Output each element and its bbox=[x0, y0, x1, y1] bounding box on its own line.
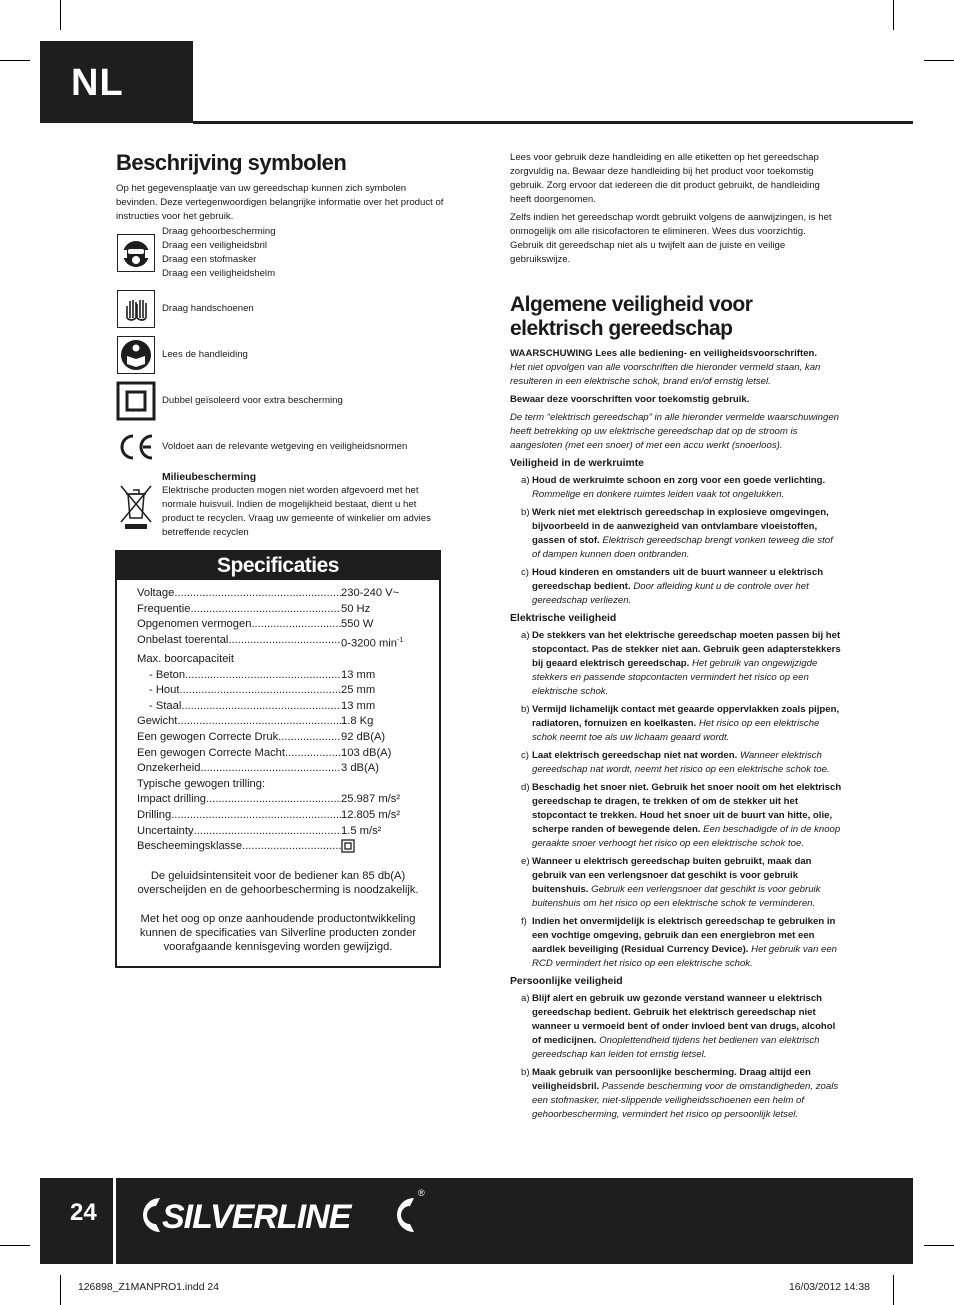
spec-value bbox=[341, 617, 417, 633]
spec-value-text: 103 dB(A) bbox=[341, 746, 392, 759]
symbol-text: Lees de handleiding bbox=[162, 348, 248, 360]
crop-mark bbox=[0, 1245, 30, 1246]
double-insulated-icon bbox=[116, 381, 156, 421]
env-text: Elektrische producten mogen niet worden afgevoerd met het normale huisvuil. Indien de mogelijkheid bestaat, dient u het product te recyclen. Vraag uw gemeente of winkelier om advies betreffende recyclen bbox=[162, 485, 431, 538]
item-instruction: Werk niet met elektrisch gereedschap in explosieve omgevingen, bijvoorbeeld in de aanwezigheid van ontvlambare vloeistoffen, gassen of stof. bbox=[532, 507, 829, 546]
spec-value bbox=[341, 730, 417, 746]
symbols-intro: Op het gegevensplaatje van uw gereedschap kunnen zich symbolen bevinden. Deze vertegenwoordigen belangrijke informatie over het product of instructies voor het gebruik. bbox=[116, 183, 444, 222]
dot-leader bbox=[177, 714, 341, 730]
spec-label: - Hout bbox=[149, 684, 180, 697]
registered-mark: ® bbox=[418, 1188, 425, 1198]
item-instruction: Houd kinderen en omstanders uit de buurt wanneer u elektrisch gereedschap bedient. bbox=[532, 567, 824, 592]
dot-leader bbox=[228, 633, 341, 652]
spec-value-text: 25 mm bbox=[341, 684, 376, 697]
spec-label: - Staal bbox=[149, 699, 182, 712]
dot-leader bbox=[242, 839, 341, 855]
spec-value bbox=[341, 683, 417, 699]
symbol-text: Draag handschoenen bbox=[162, 302, 254, 314]
spec-value bbox=[341, 746, 417, 762]
header-rule bbox=[193, 121, 913, 124]
spec-value-text: 550 W bbox=[341, 618, 374, 631]
specs-box bbox=[115, 550, 441, 968]
spec-value bbox=[341, 668, 417, 684]
file-slug: 126898_Z1MANPRO1.indd 24 bbox=[78, 1282, 219, 1293]
item-explanation: Onoplettendheid tijdens het bedienen van elektrisch gereedschap kan leiden tot ernstig letsel. bbox=[532, 1035, 820, 1060]
spec-value-text: 13 mm bbox=[341, 699, 376, 712]
footer-divider bbox=[113, 1178, 116, 1264]
spec-value-text: 50 Hz bbox=[341, 602, 371, 615]
safety-column bbox=[510, 151, 842, 1126]
spec-value-text: 3 dB(A) bbox=[341, 762, 379, 775]
silverline-logo bbox=[132, 1184, 432, 1244]
spec-value-text: 230-240 V~ bbox=[341, 587, 400, 599]
item-instruction: Wanneer u elektrisch gereedschap buiten gebruikt, maak dan gebruik van een verlengsnoer dat geschikt is voor gebruik buitenshuis. bbox=[532, 856, 812, 895]
date-slug: 16/03/2012 14:38 bbox=[789, 1282, 870, 1293]
spec-row bbox=[137, 617, 417, 633]
spec-row bbox=[137, 714, 417, 730]
spec-row bbox=[137, 746, 417, 762]
safety-item bbox=[510, 506, 842, 562]
dot-leader bbox=[171, 808, 341, 824]
item-instruction: Laat elektrisch gereedschap niet nat worden. bbox=[532, 750, 738, 761]
spec-row bbox=[137, 839, 417, 855]
ce-mark-icon bbox=[116, 427, 156, 467]
spec-value bbox=[341, 839, 417, 855]
manual-icon bbox=[116, 335, 156, 375]
safety-item bbox=[510, 992, 842, 1062]
symbol-row-gloves bbox=[116, 289, 446, 329]
item-explanation: Gebruik een verlengsnoer dat geschikt is voor gebruik buitenshuis om het risico op een elektrische schok te verminderen. bbox=[532, 884, 821, 909]
spec-row bbox=[137, 602, 417, 618]
dot-leader bbox=[181, 699, 341, 715]
item-explanation: Het gebruik van ongewijzigde stekkers en passende stopcontacten vermindert het risico op een elektrische schok. bbox=[532, 658, 818, 697]
item-explanation: Het gebruik van een RCD vermindert het risico op een elektrische schok. bbox=[532, 944, 838, 969]
item-letter: b) bbox=[521, 704, 530, 715]
brand-wordmark: SILVERLINE bbox=[162, 1198, 351, 1236]
item-letter: b) bbox=[521, 507, 530, 518]
symbol-text: Draag een stofmasker bbox=[162, 253, 257, 265]
safety-item bbox=[510, 915, 842, 971]
safety-title: Algemene veiligheid voor elektrisch gereedschap bbox=[510, 293, 753, 340]
spec-value bbox=[341, 633, 417, 652]
spec-value-text: 1.5 m/s² bbox=[341, 824, 382, 837]
symbols-section bbox=[116, 150, 446, 540]
section-heading: Persoonlijke veiligheid bbox=[510, 976, 623, 987]
safety-item bbox=[510, 629, 842, 699]
specs-list bbox=[117, 580, 439, 855]
spec-label: Onbelast toerental bbox=[137, 633, 229, 646]
spec-row bbox=[137, 586, 417, 602]
spec-label: - Beton bbox=[149, 668, 186, 681]
item-letter: e) bbox=[521, 856, 530, 867]
spec-row bbox=[137, 730, 417, 746]
dot-leader bbox=[191, 602, 342, 618]
spec-unit-exponent: -1 bbox=[396, 636, 404, 644]
spec-value bbox=[341, 602, 417, 618]
crop-mark bbox=[893, 1275, 894, 1305]
item-explanation: Elektrisch gereedschap brengt vonken teweeg die stof of dampen kunnen doen ontbranden. bbox=[532, 535, 833, 560]
symbol-text: Dubbel geïsoleerd voor extra bescherming bbox=[162, 394, 343, 406]
spec-row bbox=[137, 808, 417, 824]
item-explanation: Passende bescherming voor de omstandigheden, zoals een stofmasker, niet-slippende veiligheidsschoenen een helm of gehoorbescherming, vermindert het risico op persoonlijk letsel. bbox=[532, 1081, 839, 1120]
item-letter: a) bbox=[521, 630, 530, 641]
item-explanation: Door afleiding kunt u de controle over het gereedschap verliezen. bbox=[532, 581, 809, 606]
symbol-row-ppe bbox=[116, 225, 446, 280]
symbol-row-weee bbox=[116, 471, 446, 540]
spec-label: Drilling bbox=[137, 809, 172, 822]
spec-value bbox=[341, 824, 417, 840]
item-explanation: Wanneer elektrisch gereedschap nat wordt, neemt het risico op een elektrische schok toe. bbox=[532, 750, 830, 775]
spec-row bbox=[137, 777, 417, 793]
intro-paragraph: Lees voor gebruik deze handleiding en alle etiketten op het gereedschap zorgvuldig na. Bewaar deze handleiding bij het product voor toekomstig gebruik. Zorg ervoor dat iedereen die dit product gebruikt, de handleiding heeft doorgenomen. bbox=[510, 152, 820, 205]
safety-sections bbox=[510, 457, 842, 1122]
symbol-row-double-insulated bbox=[116, 381, 446, 421]
safety-item bbox=[510, 855, 842, 911]
safety-item bbox=[510, 749, 842, 777]
spec-value-text: 0-3200 min bbox=[341, 637, 397, 650]
spec-label: Bescheemingsklasse bbox=[137, 840, 243, 853]
dot-leader bbox=[285, 746, 341, 762]
item-explanation: Het risico op een elektrische schok neemt toe als uw lichaam geaard wordt. bbox=[532, 718, 820, 743]
gloves-icon bbox=[116, 289, 156, 329]
item-letter: d) bbox=[521, 782, 530, 793]
double-insulated-icon bbox=[341, 839, 355, 853]
item-letter: b) bbox=[521, 1067, 530, 1078]
page-number: 24 bbox=[70, 1199, 97, 1226]
spec-label: Gewicht bbox=[137, 715, 178, 728]
safety-item bbox=[510, 1066, 842, 1122]
spec-row bbox=[137, 683, 417, 699]
symbol-row-ce bbox=[116, 427, 446, 467]
spec-value bbox=[341, 714, 417, 730]
spec-value-text: 1.8 Kg bbox=[341, 715, 374, 728]
spec-label: Een gewogen Correcte Druk bbox=[137, 731, 279, 744]
crop-mark bbox=[60, 0, 61, 30]
spec-label: Impact drilling bbox=[137, 793, 207, 806]
safety-item bbox=[510, 566, 842, 608]
item-instruction: Blijf alert en gebruik uw gezonde verstand wanneer u elektrisch gereedschap bedient. Gebruik het elektrisch gereedschap niet wanneer u vermoeid bent of onder invloed bent van drugs, alcohol of medicijnen. bbox=[532, 993, 836, 1046]
dot-leader bbox=[194, 824, 341, 840]
crop-mark bbox=[924, 60, 954, 61]
crop-mark bbox=[60, 1275, 61, 1305]
symbol-text: Draag gehoorbescherming bbox=[162, 226, 276, 238]
item-letter: a) bbox=[521, 993, 530, 1004]
spec-value bbox=[341, 808, 417, 824]
spec-row bbox=[137, 792, 417, 808]
dot-leader bbox=[251, 617, 341, 633]
spec-label: Max. boorcapaciteit bbox=[137, 653, 235, 666]
language-label: NL bbox=[71, 62, 124, 104]
item-instruction: Indien het onvermijdelijk is elektrisch gereedschap te gebruiken in een vochtige omgeving, gebruik dan een energiebron met een aardlek beveiliging (Residual Currency Device). bbox=[532, 916, 836, 955]
symbol-text: Draag een veiligheidshelm bbox=[162, 267, 276, 279]
safety-item bbox=[510, 703, 842, 745]
spec-row bbox=[137, 761, 417, 777]
dot-leader bbox=[278, 730, 341, 746]
warning-heading: WAARSCHUWING Lees alle bediening- en veiligheidsvoorschriften. bbox=[510, 348, 818, 359]
spec-row bbox=[137, 652, 417, 668]
symbol-text: Draag een veiligheidsbril bbox=[162, 240, 268, 252]
definition-text: De term “elektrisch gereedschap” in alle hieronder vermelde waarschuwingen heeft betrekking op uw elektrische gereedschap dat op de stroom is aangesloten (met een snoer) of met een accu werkt (snoerloos). bbox=[510, 412, 840, 451]
crop-mark bbox=[0, 60, 30, 61]
section-heading: Veiligheid in de werkruimte bbox=[510, 458, 644, 469]
item-explanation: Rommelige en donkere ruimtes leiden vaak tot ongelukken. bbox=[532, 489, 785, 500]
spec-row bbox=[137, 668, 417, 684]
dot-leader bbox=[179, 683, 341, 699]
section-heading: Elektrische veiligheid bbox=[510, 613, 617, 624]
safety-item bbox=[510, 781, 842, 851]
spec-label: Uncertainty bbox=[137, 824, 194, 837]
spec-value bbox=[341, 699, 417, 715]
keep-instructions: Bewaar deze voorschriften voor toekomstig gebruik. bbox=[510, 394, 750, 405]
spec-value-text: 12.805 m/s² bbox=[341, 809, 401, 822]
item-instruction: Houd de werkruimte schoon en zorg voor een goede verlichting. bbox=[532, 475, 826, 486]
spec-label: Typische gewogen trilling: bbox=[137, 777, 266, 790]
spec-row bbox=[137, 824, 417, 840]
spec-row bbox=[137, 633, 417, 652]
crop-mark bbox=[924, 1245, 954, 1246]
symbol-text: Voldoet aan de relevante wetgeving en veiligheidsnormen bbox=[162, 440, 408, 452]
safety-item bbox=[510, 474, 842, 502]
spec-value-text: 92 dB(A) bbox=[341, 731, 386, 744]
weee-bin-icon bbox=[116, 487, 156, 527]
item-letter: c) bbox=[521, 567, 529, 578]
spec-label: Voltage bbox=[137, 587, 175, 599]
spec-value bbox=[341, 761, 417, 777]
spec-label: Onzekerheid bbox=[137, 762, 201, 775]
intro-paragraph: Zelfs indien het gereedschap wordt gebruikt volgens de aanwijzingen, is het onmogelijk om alle risicofactoren te elimineren. Wees dus voorzichtig. Gebruik dit gereedschap niet als u twijfelt aan de juiste en veilige gebruikswijze. bbox=[510, 212, 832, 265]
spec-value-text: 13 mm bbox=[341, 668, 376, 681]
env-title: Milieubescherming bbox=[162, 471, 257, 483]
specs-note-development: Met het oog op onze aanhoudende productontwikkeling kunnen de specificaties van Silverline producten zonder voorafgaande kennisgeving worden gewijzigd. bbox=[139, 912, 417, 954]
spec-label: Een gewogen Correcte Macht bbox=[137, 746, 286, 759]
item-explanation: Een beschadigde of in de knoop geraakte snoer verhoogt het risico op een elektrische schok toe. bbox=[532, 824, 841, 849]
crop-mark bbox=[893, 0, 894, 30]
warning-text: Het niet opvolgen van alle voorschriften die hieronder vermeld staan, kan resulteren in een elektrische schok, brand en/of ernstig letsel. bbox=[510, 362, 821, 387]
spec-value-text: 25.987 m/s² bbox=[341, 793, 401, 806]
item-instruction: Vermijd lichamelijk contact met geaarde oppervlakken zoals pijpen, radiatoren, fornuizen en koelkasten. bbox=[532, 704, 840, 729]
dot-leader bbox=[206, 792, 341, 808]
dot-leader bbox=[200, 761, 341, 777]
ppe-head-icon bbox=[116, 233, 156, 273]
spec-row bbox=[137, 699, 417, 715]
spec-label: Frequentie bbox=[137, 602, 191, 615]
symbol-row-manual bbox=[116, 335, 446, 375]
symbols-title: Beschrijving symbolen bbox=[116, 150, 347, 175]
item-instruction: De stekkers van het elektrische gereedschap moeten passen bij het stopcontact. Pas de stekker niet aan. Gebruik geen adapterstekkers bij geaard elektrisch gereedschap. bbox=[532, 630, 841, 669]
item-letter: f) bbox=[521, 916, 527, 927]
item-instruction: Beschadig het snoer niet. Gebruik het snoer nooit om het elektrisch gereedschap te dragen, te trekken of om de stekker uit het stopcontact te trekken. Houd het snoer uit de buurt van hitte, olie, scherpe randen of bewegende delen. bbox=[532, 782, 842, 835]
spec-value bbox=[341, 586, 417, 602]
specs-title: Specificaties bbox=[117, 552, 439, 580]
dot-leader bbox=[174, 586, 341, 602]
dot-leader bbox=[185, 668, 341, 684]
item-instruction: Maak gebruik van persoonlijke bescherming. Draag altijd een veiligheidsbril. bbox=[532, 1067, 811, 1092]
item-letter: c) bbox=[521, 750, 529, 761]
spec-label: Opgenomen vermogen bbox=[137, 618, 252, 631]
spec-value bbox=[341, 792, 417, 808]
item-letter: a) bbox=[521, 475, 530, 486]
specs-note-noise: De geluidsintensiteit voor de bediener kan 85 db(A) overscheijden en de gehoorbescherming is noodzakelijk. bbox=[137, 869, 419, 897]
